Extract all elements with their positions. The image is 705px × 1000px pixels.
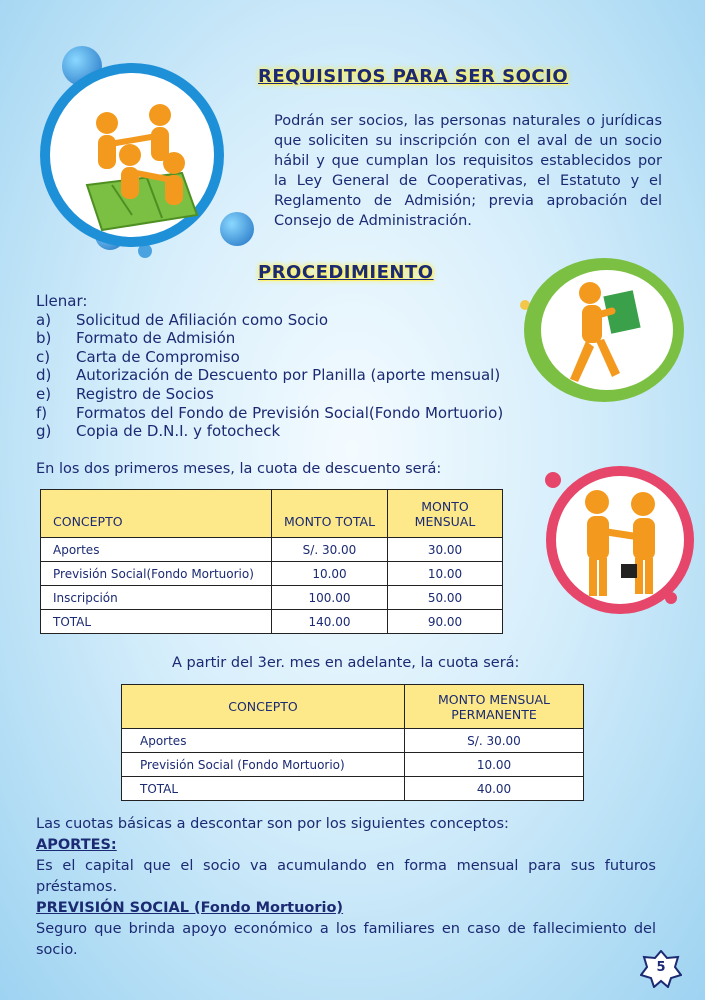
conceptos-intro: Las cuotas básicas a descontar son por los siguientes conceptos: [36,816,509,832]
table-row [41,562,503,586]
table-cell: 90.00 [388,610,503,634]
list-item [36,404,503,423]
list-item [36,311,503,330]
table-cell: 100.00 [272,586,388,610]
list-item [36,422,503,441]
list-letter: e) [36,384,52,403]
page-number: 5 [656,960,666,975]
page-number-badge [640,950,682,988]
list-text: Registro de Socios [76,384,214,403]
list-text: Carta de Compromiso [76,347,240,366]
list-item [36,329,503,348]
table-cell: S/. 30.00 [405,729,584,753]
list-letter: b) [36,329,52,348]
table1-caption: En los dos primeros meses, la cuota de descuento será: [36,461,442,477]
procedimiento-intro: Llenar: [36,292,88,310]
list-item [36,366,503,385]
handshake-illustration [545,460,695,620]
table-header: CONCEPTO [122,685,405,729]
table-cell: TOTAL [122,777,405,801]
list-letter: d) [36,366,52,385]
table-row [122,777,584,801]
list-text: Formato de Admisión [76,329,236,348]
list-letter: a) [36,310,52,329]
table-header: MONTO TOTAL [272,490,388,538]
list-text: Formatos del Fondo de Previsión Social(Fondo Mortuorio) [76,403,504,422]
table-cell: TOTAL [41,610,272,634]
table-cell: 10.00 [272,562,388,586]
aportes-text: Es el capital que el socio va acumulando en forma mensual para sus futuros préstamos. [36,858,656,895]
list-text: Autorización de Descuento por Planilla (aporte mensual) [76,366,501,385]
table-cell: 50.00 [388,586,503,610]
procedimiento-title: PROCEDIMIENTO [258,262,434,283]
table-cell: Previsión Social (Fondo Mortuorio) [122,753,405,777]
prevision-text: Seguro que brinda apoyo económico a los familiares en caso de fallecimiento del socio. [36,921,656,958]
table-cell: S/. 30.00 [272,538,388,562]
list-letter: g) [36,422,52,441]
person-carrying-folder-illustration [512,255,687,405]
prevision-title: PREVISIÓN SOCIAL (Fondo Mortuorio) [36,900,344,916]
table-row [41,538,503,562]
list-item [36,348,503,367]
table-cell: Inscripción [41,586,272,610]
requisitos-title: REQUISITOS PARA SER SOCIO [258,66,569,87]
table-row [41,586,503,610]
table-header: MONTO MENSUAL PERMANENTE [405,685,584,729]
table-row [122,729,584,753]
table-header: MONTO MENSUAL [388,490,503,538]
table-header: CONCEPTO [41,490,272,538]
list-text: Copia de D.N.I. y fotocheck [76,422,281,441]
table2-caption: A partir del 3er. mes en adelante, la cuota será: [172,655,520,671]
cuota-inicial-table [40,489,503,634]
table-cell: 40.00 [405,777,584,801]
table-cell: Aportes [41,538,272,562]
table-cell: 10.00 [388,562,503,586]
table-cell: Previsión Social(Fondo Mortuorio) [41,562,272,586]
procedimiento-list [36,292,503,441]
team-puzzle-illustration [32,55,232,255]
list-text: Solicitud de Afiliación como Socio [76,310,329,329]
aportes-title: APORTES: [36,837,117,853]
list-letter: c) [36,347,51,366]
cuota-permanente-table [121,684,584,801]
table-cell: Aportes [122,729,405,753]
table-row [122,753,584,777]
table-cell: 30.00 [388,538,503,562]
conceptos-section [36,814,656,961]
table-row [41,610,503,634]
list-item [36,385,503,404]
table-cell: 140.00 [272,610,388,634]
table-cell: 10.00 [405,753,584,777]
requisitos-paragraph: Podrán ser socios, las personas naturales o jurídicas que soliciten su inscripción con el aval de un socio hábil y que cumplan los requisitos establecidos por la Ley General de Cooperativas, el Estatuto y el Reglamento de Admisión; previa aprobación del Consejo de Administración. [274,113,662,229]
list-letter: f) [36,403,48,422]
